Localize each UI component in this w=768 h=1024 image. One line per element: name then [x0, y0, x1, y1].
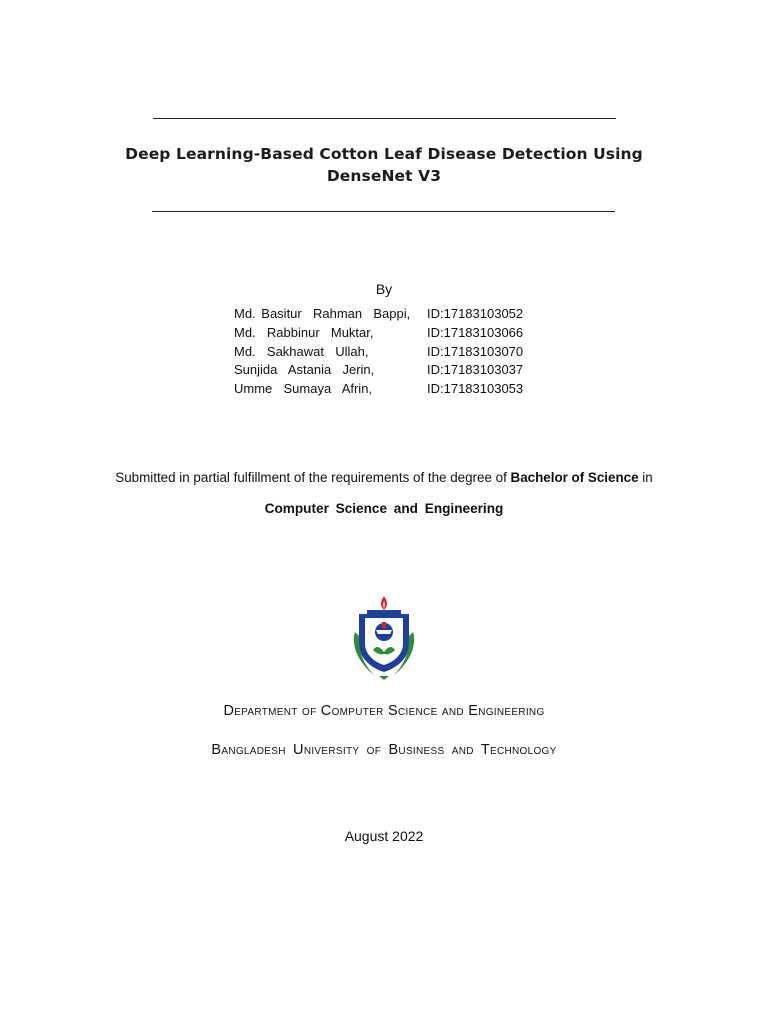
author-name: Md. Basitur Rahman Bappi,	[234, 306, 411, 321]
thesis-title-line-1: Deep Learning-Based Cotton Leaf Disease Detection Using	[125, 145, 643, 163]
university-name: Bangladesh University of Business and Technology	[211, 742, 557, 758]
author-name: Md. Sakhawat Ullah,	[234, 343, 369, 359]
author-id: ID:17183103070	[427, 343, 524, 359]
submission-date: August 2022	[344, 828, 424, 844]
author-row	[234, 380, 523, 399]
university-crest-icon	[349, 592, 419, 682]
title-top-rule	[153, 118, 616, 119]
author-id: ID:17183103037	[427, 362, 524, 378]
department-name: Department of Computer Science and Engineering	[223, 703, 545, 719]
submission-statement	[0, 470, 768, 485]
author-list	[234, 305, 523, 399]
submission-suffix: in	[638, 470, 653, 485]
author-id: ID:17183103066	[427, 324, 524, 340]
thesis-title	[0, 143, 768, 187]
author-name: Md. Rabbinur Muktar,	[234, 324, 374, 340]
author-id: ID:17183103053	[427, 381, 524, 396]
by-label: By	[375, 281, 393, 297]
author-row	[234, 343, 523, 362]
author-row	[234, 324, 523, 343]
thesis-title-line-2: DenseNet V3	[326, 167, 442, 185]
title-bottom-rule	[152, 211, 615, 212]
author-id: ID:17183103052	[427, 306, 524, 321]
author-name: Sunjida Astania Jerin,	[234, 362, 375, 378]
author-row	[234, 361, 523, 380]
author-row	[234, 305, 523, 324]
author-name: Umme Sumaya Afrin,	[234, 381, 373, 396]
program-name: Computer Science and Engineering	[264, 501, 504, 516]
degree-name: Bachelor of Science	[510, 470, 639, 485]
submission-prefix: Submitted in partial fulfillment of the requirements of the degree of	[115, 470, 511, 485]
